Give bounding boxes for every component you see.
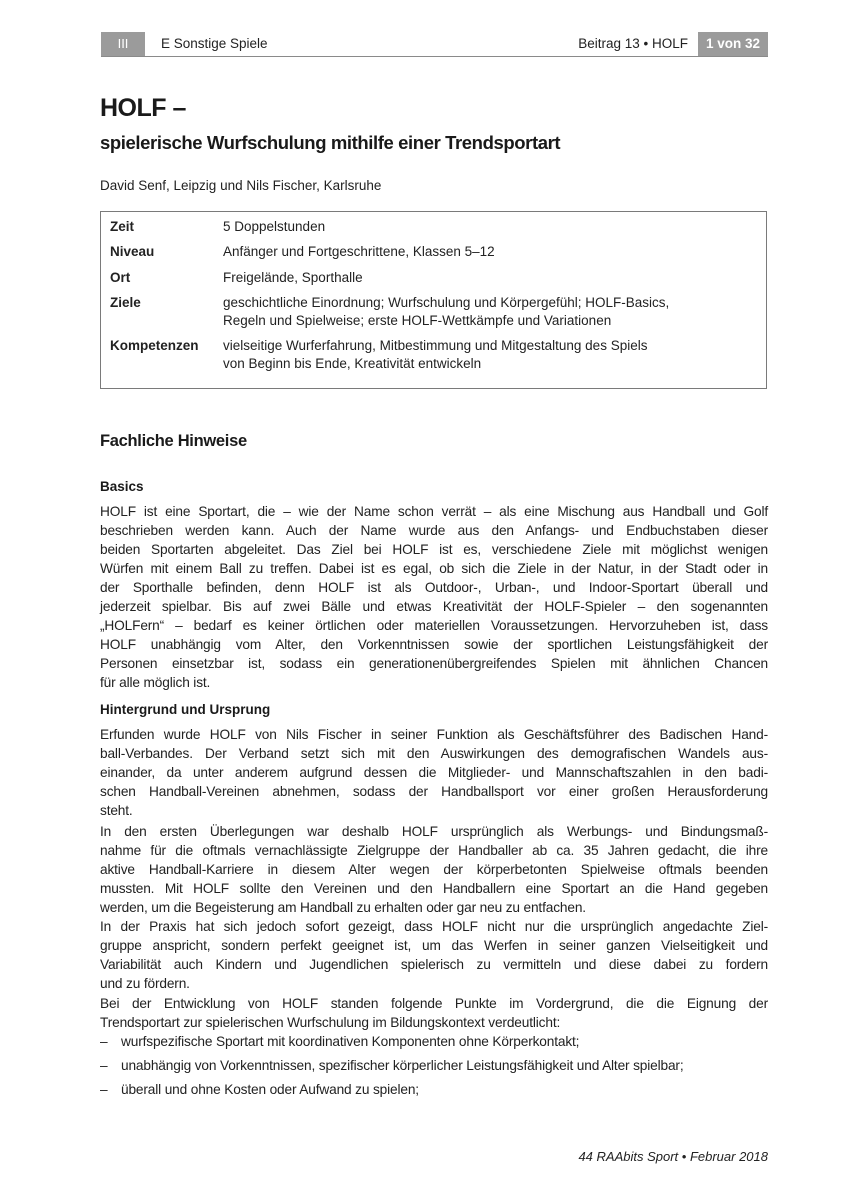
- info-key: Ziele: [110, 295, 141, 310]
- text-line: beschrieben werden kann. Auch der Name wurde aus den Anfangs- und Endbuchstaben dieser: [100, 523, 768, 538]
- section-heading: Fachliche Hinweise: [100, 432, 247, 450]
- text-line: gruppe anspricht, sondern perfekt geeignet ist, um das Werfen in seiner ganzen Vielseitigkeit und: [100, 938, 768, 953]
- bullet-dash: –: [100, 1058, 108, 1073]
- text-line: werden, um die Begeisterung am Handball zu erhalten oder gar neu zu entfachen.: [100, 900, 586, 915]
- info-value-line: geschichtliche Einordnung; Wurfschulung und Körpergefühl; HOLF-Basics,: [223, 295, 670, 310]
- text-line: einander, da unter anderem aufgrund dessen die Mitglieder- und Mannschaftszahlen in den badi-: [100, 765, 768, 780]
- section-title: E Sonstige Spiele: [161, 36, 268, 51]
- page-footer: 44 RAAbits Sport • Februar 2018: [578, 1149, 768, 1164]
- info-key: Kompetenzen: [110, 338, 199, 353]
- info-value-line: von Beginn bis Ende, Kreativität entwickeln: [223, 356, 482, 371]
- list-item-text: unabhängig von Vorkenntnissen, spezifischer körperlicher Leistungsfähigkeit und Alter spielbar;: [121, 1058, 684, 1073]
- text-line: mussten. Mit HOLF sollte den Vereinen und den Handballern eine Sportart an die Hand gegeben: [100, 881, 768, 896]
- text-line: für alle möglich ist.: [100, 675, 211, 690]
- text-line: steht.: [100, 803, 133, 818]
- authors: David Senf, Leipzig und Nils Fischer, Karlsruhe: [100, 178, 382, 193]
- text-line: Erfunden wurde HOLF von Nils Fischer in seiner Funktion als Geschäftsführer des Badischen Hand-: [100, 727, 768, 742]
- text-line: In den ersten Überlegungen war deshalb HOLF ursprünglich als Werbungs- und Bindungsmaß-: [100, 824, 768, 839]
- text-line: HOLF ist eine Sportart, die – wie der Name schon verrät – als eine Mischung aus Handball und Golf: [100, 504, 768, 519]
- info-key: Ort: [110, 270, 131, 285]
- page-indicator-badge: 1 von 32: [698, 32, 768, 56]
- list-item: [100, 1033, 768, 1057]
- section-number-badge: III: [101, 32, 145, 56]
- paragraph: [100, 917, 768, 993]
- info-value: Freigelände, Sporthalle: [223, 270, 363, 285]
- text-line: Bei der Entwicklung von HOLF standen folgende Punkte im Vordergrund, die die Eignung der: [100, 996, 768, 1011]
- text-line: „HOLFern“ – bedarf es keiner örtlichen oder materiellen Voraussetzungen. Hervorzuheben ist, dass: [100, 618, 768, 633]
- bullet-dash: –: [100, 1034, 108, 1049]
- bullet-dash: –: [100, 1082, 108, 1097]
- list-item-text: wurfspezifische Sportart mit koordinativen Komponenten ohne Körperkontakt;: [121, 1034, 580, 1049]
- text-line: jederzeit spielbar. Bis auf zwei Bälle und etwas Kreativität der HOLF-Spieler – den sogenannten: [100, 599, 768, 614]
- document-title: HOLF –: [100, 94, 186, 122]
- paragraph-basics: [100, 502, 768, 692]
- info-value: [223, 294, 743, 330]
- text-line: schen Handball-Vereinen abnehmen, sodass der Handballsport vor einer großen Herausforderung: [100, 784, 768, 799]
- text-line: In der Praxis hat sich jedoch sofort gezeigt, dass HOLF nicht nur die ursprünglich angedachte Ziel-: [100, 919, 768, 934]
- document-subtitle: spielerische Wurfschulung mithilfe einer Trendsportart: [100, 132, 561, 153]
- article-label: Beitrag 13 • HOLF: [578, 36, 688, 51]
- info-value: Anfänger und Fortgeschrittene, Klassen 5–12: [223, 244, 495, 259]
- info-value-line: Regeln und Spielweise; erste HOLF-Wettkämpfe und Variationen: [223, 313, 612, 328]
- bullet-list: [100, 1033, 768, 1105]
- list-item: [100, 1057, 768, 1081]
- text-line: beiden Sportarten abgeleitet. Das Ziel bei HOLF ist es, verschiedene Ziele mit möglichst wenigen: [100, 542, 768, 557]
- info-key: Niveau: [110, 244, 155, 259]
- text-line: und zu fördern.: [100, 976, 190, 991]
- list-item: [100, 1081, 768, 1105]
- text-line: Würfen mit einem Ball zu treffen. Dabei ist es egal, ob sich die Ziele in der Natur, in der Stadt oder in: [100, 561, 768, 576]
- info-box: [100, 211, 767, 389]
- info-key: Zeit: [110, 219, 135, 234]
- info-value-line: vielseitige Wurferfahrung, Mitbestimmung und Mitgestaltung des Spiels: [223, 338, 648, 353]
- info-value: [223, 337, 743, 373]
- running-header: [101, 32, 768, 57]
- text-line: Variabilität auch Kindern und Jugendlichen spielerisch zu vermitteln und diese dabei zu fordern: [100, 957, 768, 972]
- paragraph: [100, 725, 768, 820]
- paragraph: [100, 822, 768, 917]
- text-line: Personen einsetzbar ist, sodass ein generationenübergreifendes Spielen mit ähnlichen Chancen: [100, 656, 768, 671]
- subheading-basics: Basics: [100, 479, 144, 494]
- text-line: ball-Verbandes. Der Verband setzt sich mit den Auswirkungen des demografischen Wandels aus-: [100, 746, 768, 761]
- text-line: nahme für die oftmals vernachlässigte Zielgruppe der Handballer ab ca. 35 Jahren gedacht, die ihre: [100, 843, 768, 858]
- text-line: Trendsportart zur spielerischen Wurfschulung im Bildungskontext verdeutlicht:: [100, 1015, 561, 1030]
- text-line: der Sporthalle befinden, denn HOLF ist als Outdoor-, Urban-, und Indoor-Sportart überall und: [100, 580, 768, 595]
- list-item-text: überall und ohne Kosten oder Aufwand zu spielen;: [121, 1082, 419, 1097]
- paragraph: [100, 994, 768, 1032]
- text-line: HOLF unabhängig vom Alter, den Vorkenntnissen sowie der sportlichen Leistungsfähigkeit der: [100, 637, 768, 652]
- info-value: 5 Doppelstunden: [223, 219, 326, 234]
- subheading-hintergrund: Hintergrund und Ursprung: [100, 702, 271, 717]
- text-line: aktive Handball-Karriere in diesem Alter wegen der körperbetonten Spielweise oftmals beenden: [100, 862, 768, 877]
